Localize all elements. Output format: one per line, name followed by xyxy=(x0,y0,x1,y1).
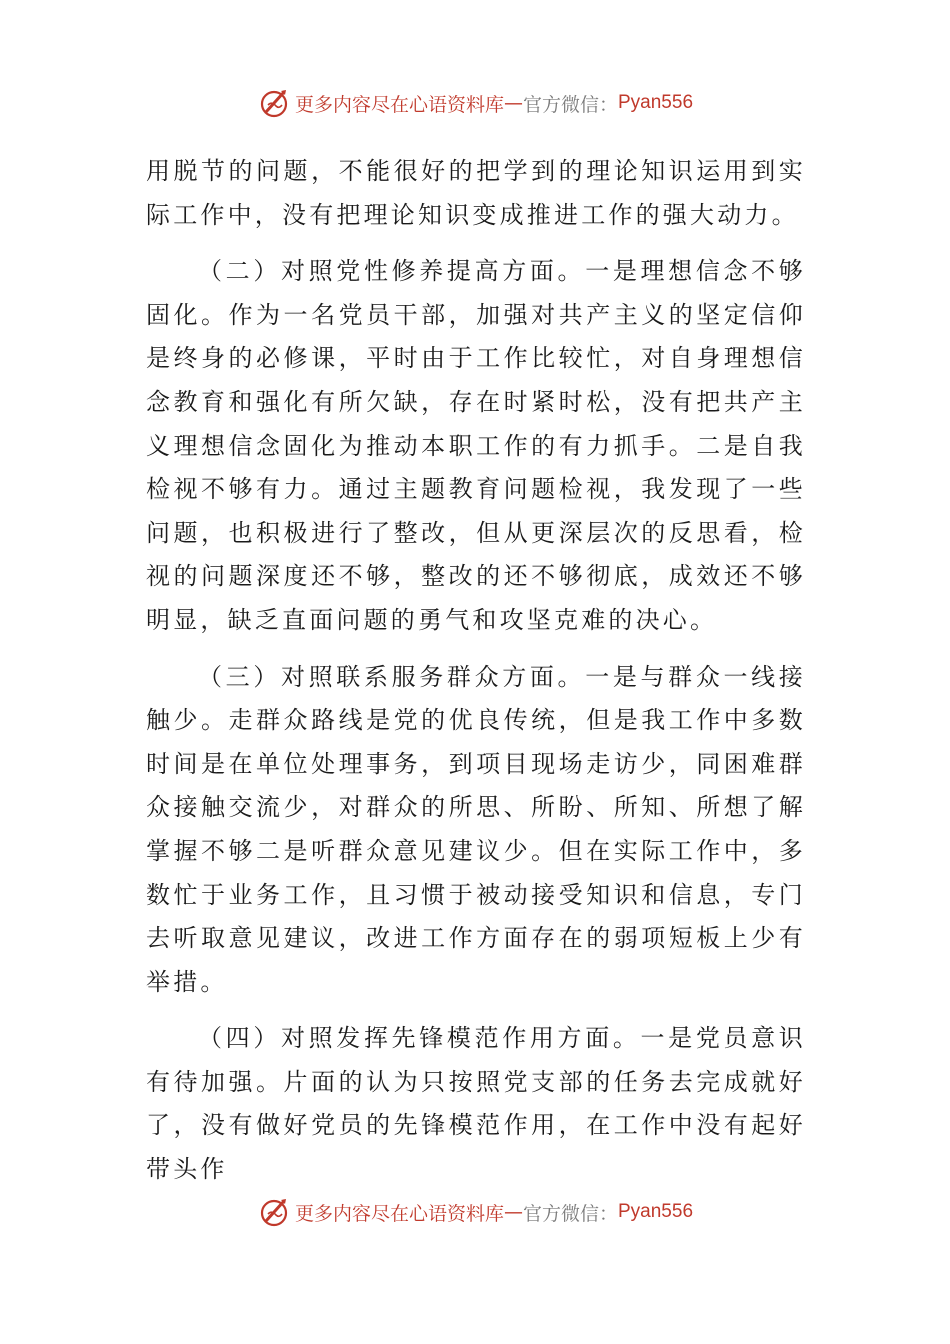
watermark-label: 官方微信： xyxy=(522,93,618,116)
watermark-wechat-id: Pyan556 xyxy=(618,1201,694,1222)
paragraph-section-2: （二）对照党性修养提高方面。一是理想信念不够固化。作为一名党员干部，加强对共产主义的坚定信仰是终身的必修课，平时由于工作比较忙，对自身理想信念教育和强化有所欠缺，存在时紧时松，没有把共产主义理想信念固化为推动本职工作的有力抓手。二是自我检视不够有力。通过主题教育问题检视，我发现了一些问题，也积极进行了整改，但从更深层次的反思看，检视的问题深度还不够，整改的还不够彻底，成效还不够明显，缺乏直面问题的勇气和攻坚克难的决心。 xyxy=(146,257,806,634)
watermark-label: 官方微信： xyxy=(522,1202,618,1225)
paragraph-section-3: （三）对照联系服务群众方面。一是与群众一线接触少。走群众路线是党的优良传统，但是我工作中多数时间是在单位处理事务，到项目现场走访少，同困难群众接触交流少，对群众的所思、所盼、所知、所想了解掌握不够二是听群众意见建议少。但在实际工作中，多数忙于业务工作，且习惯于被动接受知识和信息，专门去听取意见建议，改进工作方面存在的弱项短板上少有举措。 xyxy=(146,662,806,996)
document-body xyxy=(146,150,806,1192)
pen-logo-icon xyxy=(257,86,291,120)
watermark-wechat-id: Pyan556 xyxy=(618,92,694,113)
paragraph-continuation: 用脱节的问题，不能很好的把学到的理论知识运用到实际工作中，没有把理论知识变成推进工作的强大动力。 xyxy=(146,157,806,229)
pen-logo-icon xyxy=(257,1195,291,1229)
watermark-separator: — xyxy=(503,92,523,114)
footer-watermark xyxy=(0,1192,950,1232)
paragraph-section-4: （四）对照发挥先锋模范作用方面。一是党员意识有待加强。片面的认为只按照党支部的任务去完成就好了，没有做好党员的先锋模范作用，在工作中没有起好带头作 xyxy=(146,1024,806,1184)
watermark-brand: 更多内容尽在心语资料库 xyxy=(294,93,504,116)
watermark-brand: 更多内容尽在心语资料库 xyxy=(294,1202,504,1225)
header-watermark xyxy=(0,83,950,123)
watermark-separator: — xyxy=(503,1201,523,1223)
